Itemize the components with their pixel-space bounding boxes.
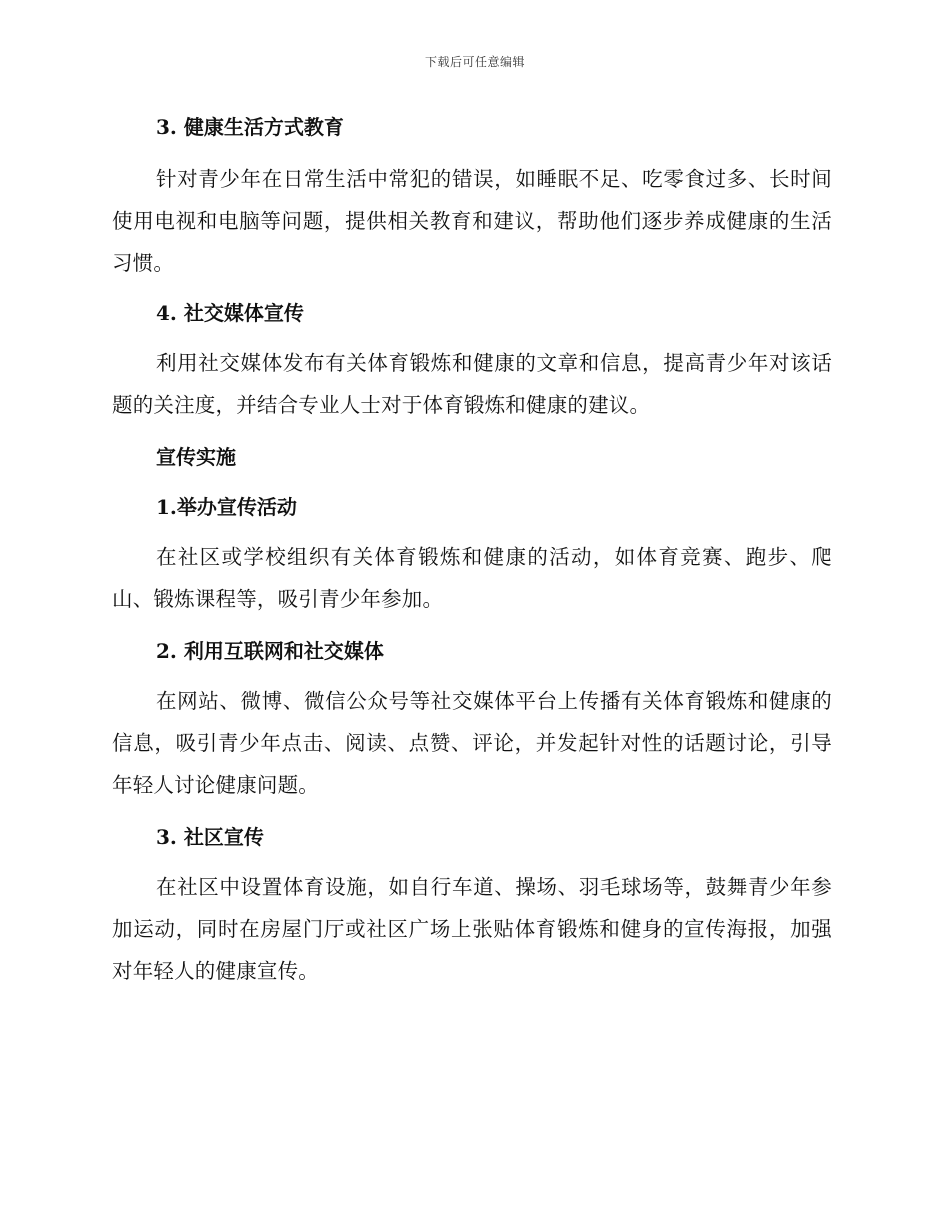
page-header: 下载后可任意编辑 [424,55,525,69]
paragraph-health-lifestyle: 针对青少年在日常生活中常犯的错误，如睡眠不足、吃零食过多、长时间使用电视和电脑等问题，提供相关教育和建议，帮助他们逐步养成健康的生活习惯。 [112,167,832,275]
section-heading-social-media: 4. 社交媒体宣传 [156,301,304,325]
section-heading-community: 3. 社区宣传 [156,825,264,849]
paragraph-internet: 在网站、微博、微信公众号等社交媒体平台上传播有关体育锻炼和健康的信息，吸引青少年点击、阅读、点赞、评论，并发起针对性的话题讨论，引导年轻人讨论健康问题。 [112,689,832,797]
section-heading-implementation: 宣传实施 [156,445,236,469]
document-body [112,108,832,992]
paragraph-social-media: 利用社交媒体发布有关体育锻炼和健康的文章和信息，提高青少年对该话题的关注度，并结合专业人士对于体育锻炼和健康的建议。 [112,351,832,417]
section-heading-health-lifestyle: 3. 健康生活方式教育 [156,115,344,139]
section-heading-internet: 2. 利用互联网和社交媒体 [156,639,384,663]
paragraph-community: 在社区中设置体育设施，如自行车道、操场、羽毛球场等，鼓舞青少年参加运动，同时在房屋门厅或社区广场上张贴体育锻炼和健身的宣传海报，加强对年轻人的健康宣传。 [112,875,832,983]
section-heading-events: 1.举办宣传活动 [156,495,297,519]
paragraph-events: 在社区或学校组织有关体育锻炼和健康的活动，如体育竞赛、跑步、爬山、锻炼课程等，吸引青少年参加。 [112,545,832,611]
